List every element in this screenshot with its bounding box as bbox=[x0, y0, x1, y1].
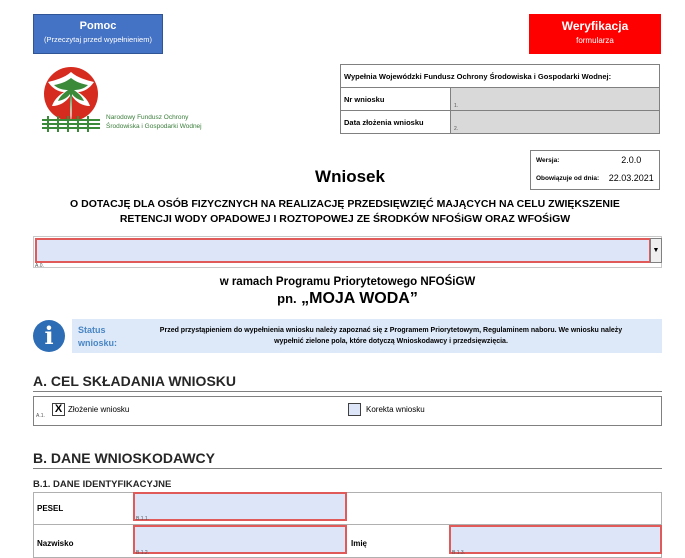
submission-checkbox[interactable]: X bbox=[52, 403, 65, 416]
submission-date-field[interactable]: 2. bbox=[451, 111, 660, 134]
program-name-prefix: pn. bbox=[277, 291, 297, 306]
pesel-ref: B.1.1. bbox=[136, 516, 150, 522]
a0-ref: A.0. bbox=[35, 263, 44, 269]
first-name-input[interactable] bbox=[449, 525, 662, 554]
pesel-label: PESEL bbox=[37, 504, 64, 513]
dropdown-arrow-icon[interactable]: ▼ bbox=[650, 238, 662, 263]
surname-label: Nazwisko bbox=[37, 539, 74, 548]
info-icon: i bbox=[33, 320, 65, 352]
version-label: Wersja: bbox=[536, 156, 560, 164]
surname-ref: B.1.2. bbox=[136, 550, 150, 556]
verify-button-sublabel: formularza bbox=[576, 36, 614, 45]
fund-registration-table bbox=[340, 64, 660, 134]
logo-text-line2: Środowiska i Gospodarki Wodnej bbox=[106, 123, 202, 130]
program-line: w ramach Programu Priorytetowego NFOŚiGW bbox=[219, 276, 476, 288]
page-title: Wniosek bbox=[315, 167, 385, 186]
application-number-field[interactable]: 1. bbox=[451, 88, 660, 111]
section-b-title: B. DANE WNIOSKODAWCY bbox=[33, 450, 215, 466]
valid-from-label: Obowiązuje od dnia: bbox=[536, 174, 600, 182]
status-label bbox=[78, 324, 117, 350]
status-text-line1: Przed przystąpieniem do wypełnienia wniosku należy zapoznać się z Programem Priorytetowym, Regulaminem naboru. We wniosku należy bbox=[159, 327, 623, 334]
correction-checkbox[interactable] bbox=[348, 403, 361, 416]
correction-checkbox-label: Korekta wniosku bbox=[366, 405, 425, 414]
version-value: 2.0.0 bbox=[621, 155, 642, 165]
status-text-line2: wypełnić zielone pola, które dotyczą Wnioskodawcy i przedsięwzięcia. bbox=[274, 338, 508, 345]
submission-checkbox-label: Złożenie wniosku bbox=[68, 405, 130, 414]
help-button-sublabel: (Przeczytaj przed wypełnieniem) bbox=[44, 35, 152, 44]
wfos-select[interactable] bbox=[35, 238, 651, 263]
logo-caption bbox=[106, 113, 202, 131]
section-a-title: A. CEL SKŁADANIA WNIOSKU bbox=[33, 373, 236, 389]
application-number-label: Nr wniosku bbox=[341, 88, 451, 111]
help-button[interactable] bbox=[33, 14, 163, 54]
pesel-input[interactable] bbox=[133, 492, 347, 521]
submission-date-label: Data złożenia wniosku bbox=[341, 111, 451, 134]
program-name bbox=[0, 290, 685, 308]
a1-ref: A.1. bbox=[36, 413, 45, 419]
first-name-ref: B.1.3. bbox=[452, 550, 466, 556]
subtitle-line2: RETENCJI WODY OPADOWEJ I ROZTOPOWEJ ZE ŚRODKÓW NFOŚiGW ORAZ WFOŚiGW bbox=[119, 213, 571, 225]
verify-form-button[interactable] bbox=[529, 14, 661, 54]
subtitle-line1: O DOTACJĘ DLA OSÓB FIZYCZNYCH NA REALIZACJĘ PRZEDSIĘWZIĘĆ MAJĄCYCH NA CELU ZWIĘKSZENIE bbox=[70, 198, 620, 210]
fund-table-heading: Wypełnia Wojewódzki Fundusz Ochrony Środowiska i Gospodarki Wodnej: bbox=[341, 65, 660, 88]
section-b-divider bbox=[33, 468, 662, 469]
status-label-line1: Status bbox=[78, 325, 106, 335]
nfosigw-logo-icon bbox=[38, 66, 108, 138]
surname-input[interactable] bbox=[133, 525, 347, 554]
status-text bbox=[126, 325, 656, 347]
valid-from-value: 22.03.2021 bbox=[608, 173, 654, 183]
section-b1-title: B.1. DANE IDENTYFIKACYJNE bbox=[33, 479, 172, 490]
page-subtitle bbox=[40, 197, 650, 227]
first-name-label: Imię bbox=[351, 539, 368, 548]
status-label-line2: wniosku: bbox=[78, 338, 118, 348]
verify-button-label: Weryfikacja bbox=[561, 19, 629, 33]
logo-text-line1: Narodowy Fundusz Ochrony bbox=[106, 114, 189, 121]
program-name-value: „MOJA WODA” bbox=[301, 290, 418, 307]
section-a-divider bbox=[33, 391, 662, 392]
help-button-label: Pomoc bbox=[79, 20, 117, 32]
